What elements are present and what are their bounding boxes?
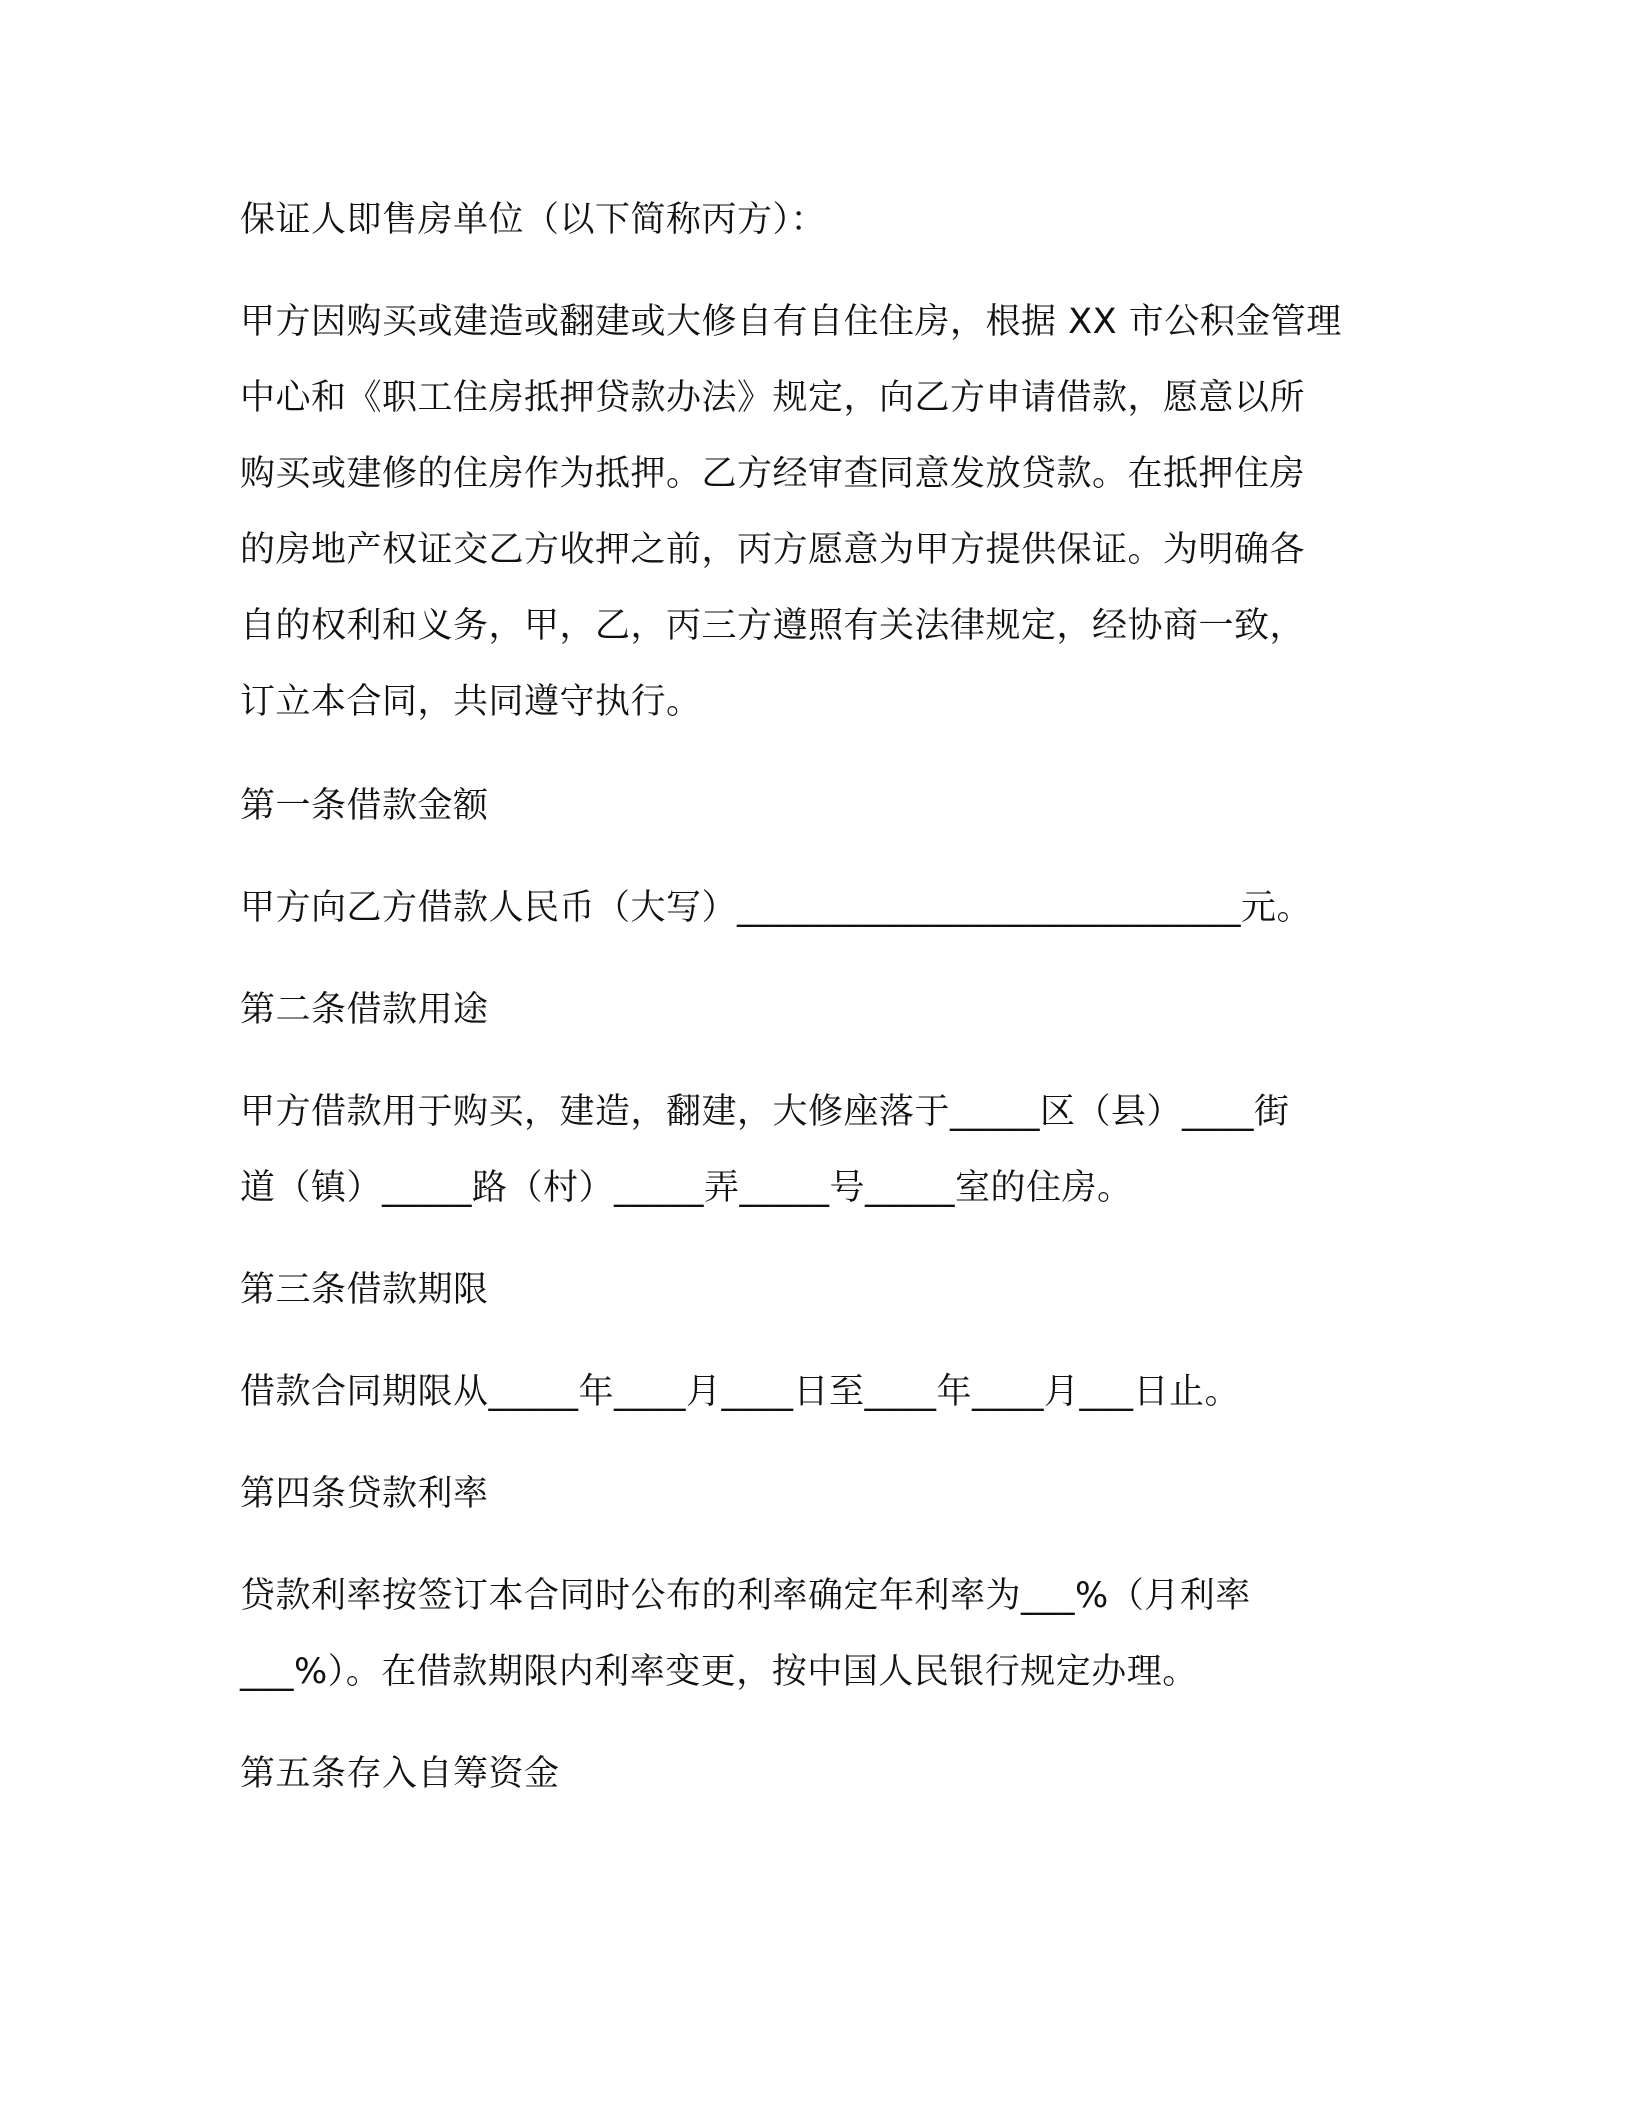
article-5-heading: 第五条存入自筹资金 <box>240 1754 560 1794</box>
article-3-body: 借款合同期限从_____年____月____日至____年____月___日止。 <box>240 1372 1241 1412</box>
preamble-line-6: 订立本合同，共同遵守执行。 <box>240 682 702 722</box>
preamble-line-3: 购买或建修的住房作为抵押。乙方经审查同意发放贷款。在抵押住房 <box>240 454 1306 494</box>
preamble-line-1: 甲方因购买或建造或翻建或大修自有自住住房，根据 XX 市公积金管理 <box>240 302 1342 342</box>
article-2-body-line-2: 道（镇）_____路（村）_____弄_____号_____室的住房。 <box>240 1168 1133 1208</box>
preamble-line-4: 的房地产权证交乙方收押之前，丙方愿意为甲方提供保证。为明确各 <box>240 530 1306 570</box>
preamble-line-2: 中心和《职工住房抵押贷款办法》规定，向乙方申请借款，愿意以所 <box>240 378 1306 418</box>
preamble-line-5: 自的权利和义务，甲，乙，丙三方遵照有关法律规定，经协商一致， <box>240 606 1306 646</box>
article-2-body-line-1: 甲方借款用于购买，建造，翻建，大修座落于_____区（县）____街 <box>240 1092 1290 1132</box>
article-3-heading: 第三条借款期限 <box>240 1270 489 1310</box>
article-4-body-line-1: 贷款利率按签订本合同时公布的利率确定年利率为___%（月利率 <box>240 1576 1251 1616</box>
article-4-body-line-2: ___%）。在借款期限内利率变更，按中国人民银行规定办理。 <box>240 1652 1198 1692</box>
article-4-heading: 第四条贷款利率 <box>240 1474 489 1514</box>
article-1-body: 甲方向乙方借款人民币（大写）____________________________元。 <box>240 888 1313 928</box>
article-1-heading: 第一条借款金额 <box>240 786 489 826</box>
guarantor-line: 保证人即售房单位（以下简称丙方）： <box>240 200 827 240</box>
article-2-heading: 第二条借款用途 <box>240 990 489 1030</box>
